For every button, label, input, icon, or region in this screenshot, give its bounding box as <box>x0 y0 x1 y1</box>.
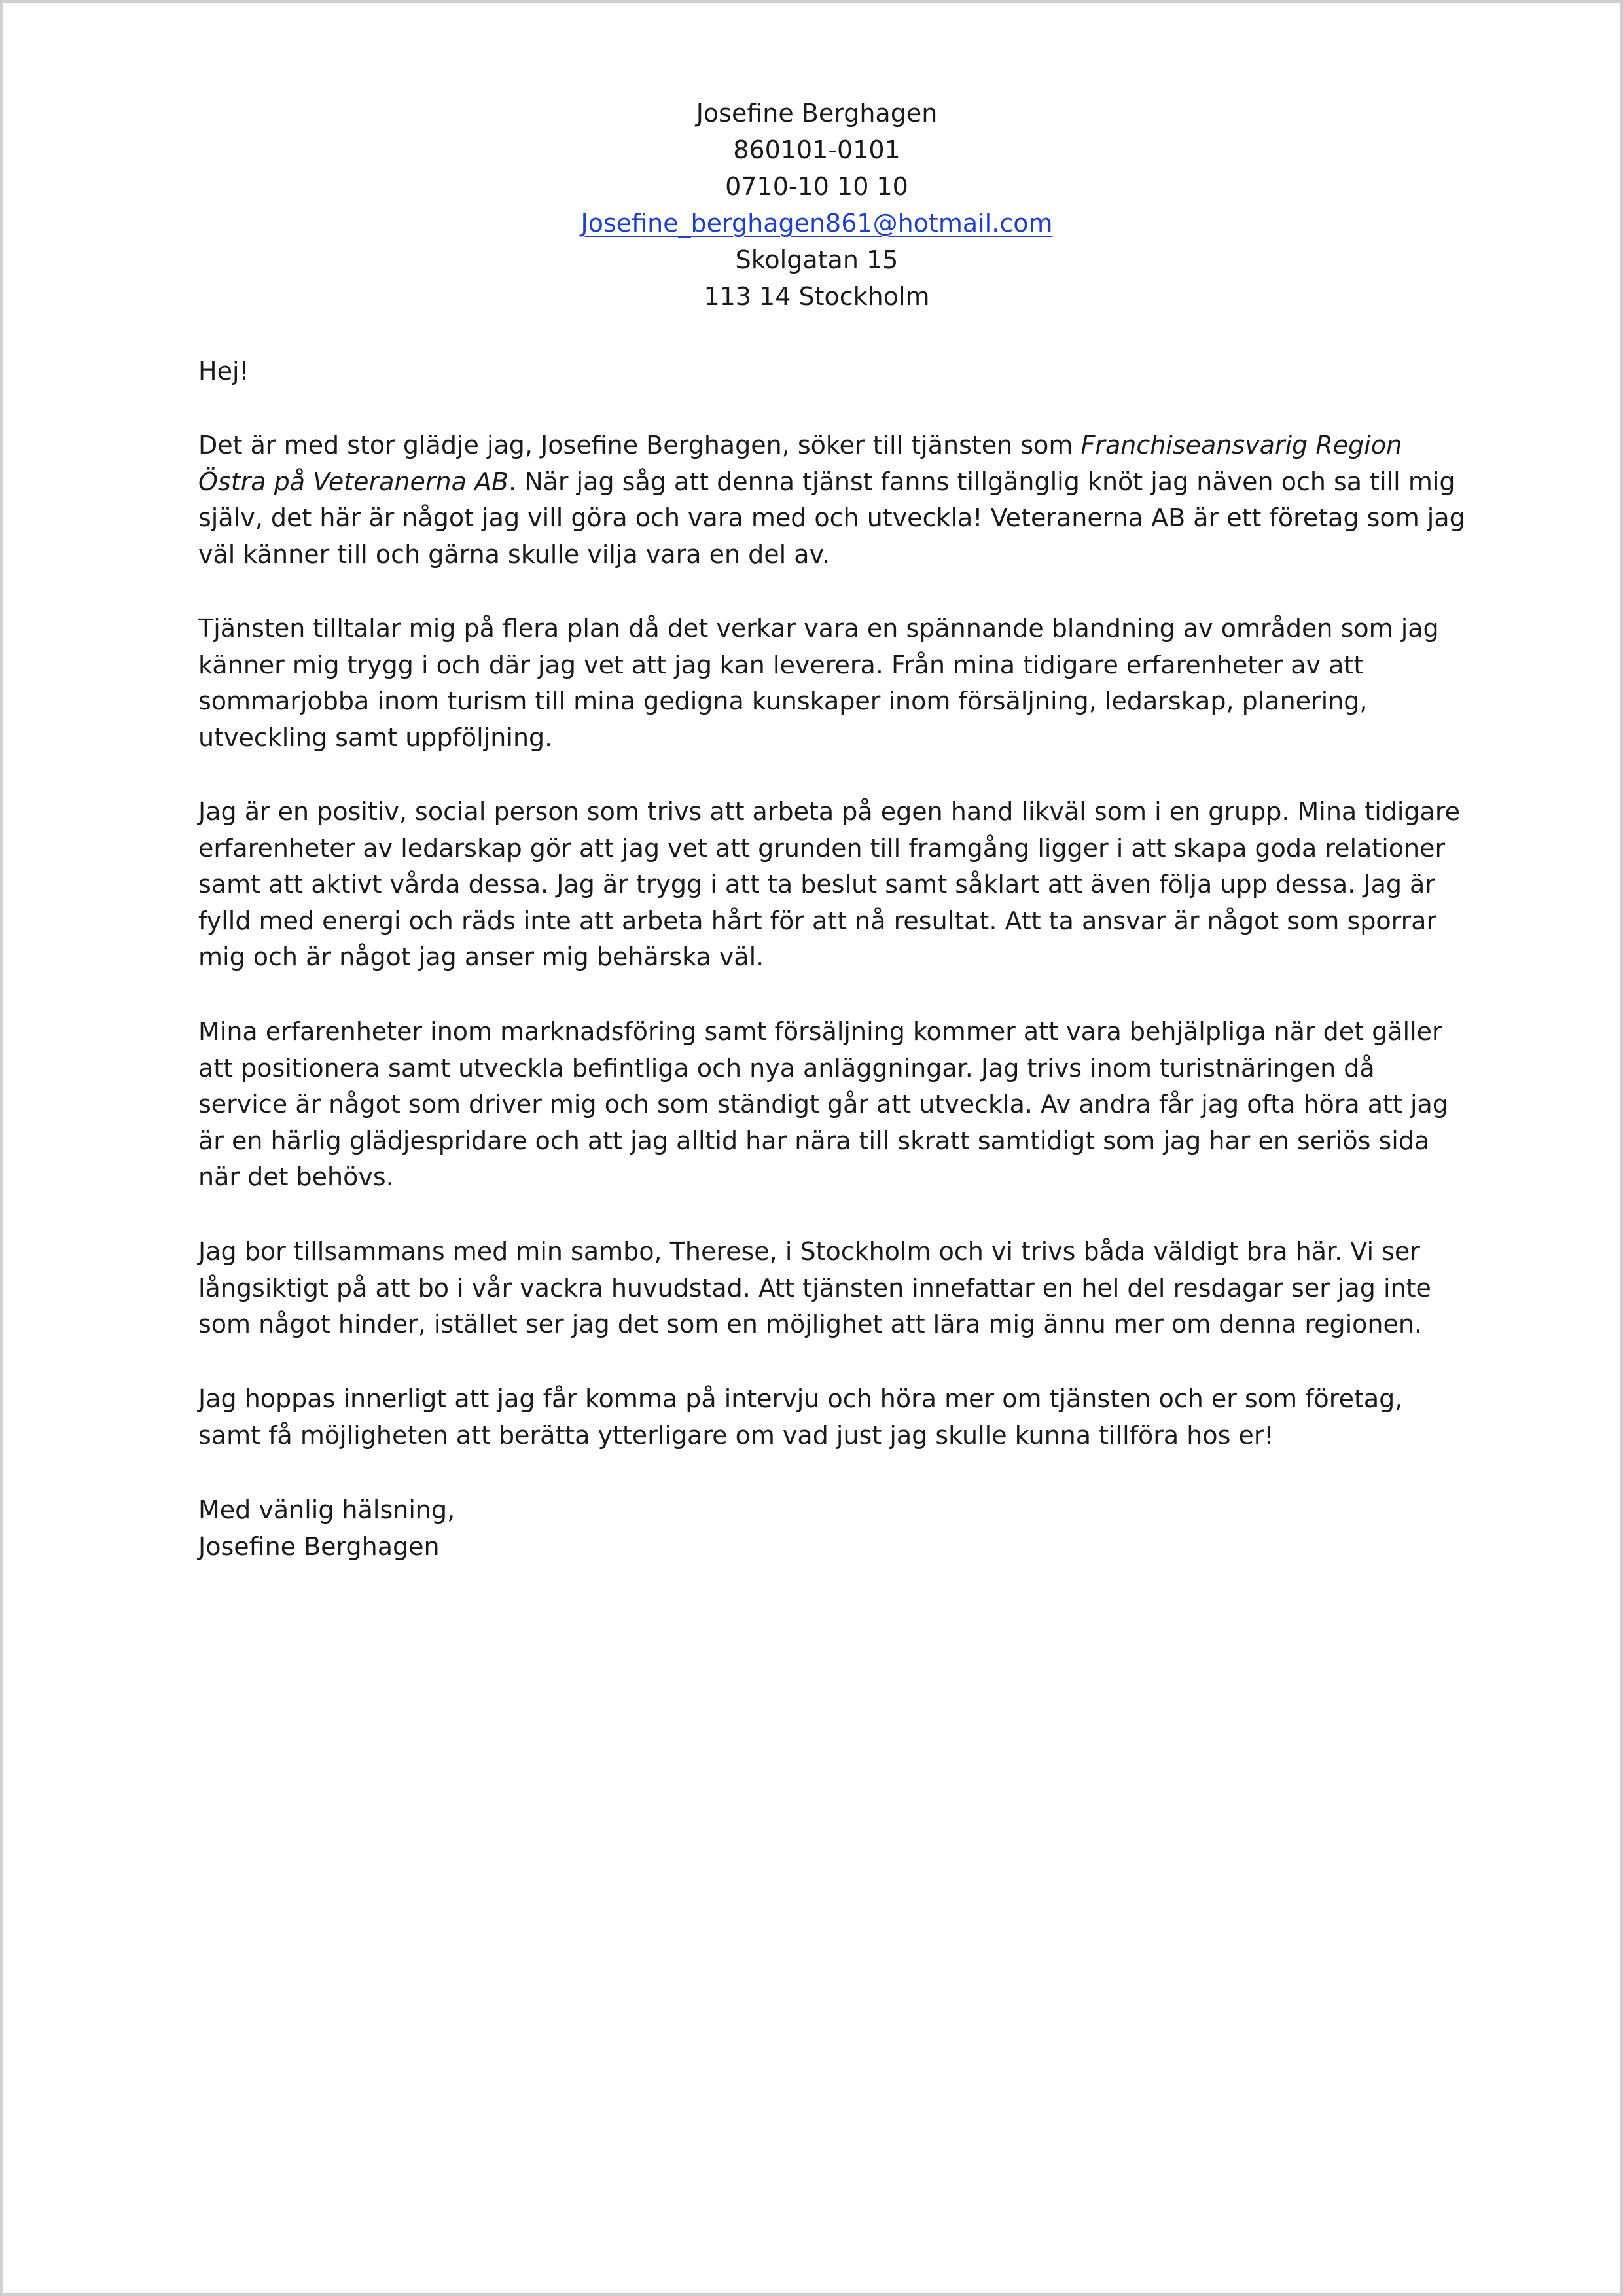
paragraph-line: väl känner till och gärna skulle vilja vara en del av. <box>198 539 830 569</box>
paragraph-experience <box>198 1014 1448 1196</box>
paragraph-line: långsiktigt på att bo i vår vackra huvudstad. Att tjänsten innefattar en hel del resdagar ser jag inte <box>198 1273 1431 1302</box>
paragraph-line: mig och är något jag anser mig behärska väl. <box>198 942 764 972</box>
paragraph-line: samt att aktivt vårda dessa. Jag är trygg i att ta beslut samt såklart att även följa upp dessa. Jag är <box>198 870 1435 899</box>
paragraph-line: Tjänsten tilltalar mig på flera plan då det verkar vara en spännande blandning av områden som jag <box>198 614 1439 643</box>
paragraph-motivation <box>198 611 1439 756</box>
paragraph-line: att positionera samt utveckla befintliga och nya anläggningar. Jag trivs inom turistnäringen då <box>198 1053 1375 1083</box>
paragraph-line: fylld med energi och räds inte att arbeta hårt för att nå resultat. Att ta ansvar är något som sporrar <box>198 906 1437 935</box>
paragraph-line: samt få möjligheten att berätta ytterligare om vad just jag skulle kunna tillföra hos er! <box>198 1420 1274 1450</box>
salutation: Med vänlig hälsning, <box>198 1496 455 1524</box>
paragraph-line: Mina erfarenheter inom marknadsföring samt försäljning kommer att vara behjälpliga när det gäller <box>198 1017 1442 1046</box>
paragraph-line: känner mig trygg i och där jag vet att jag kan leverera. Från mina tidigare erfarenheter av att <box>198 650 1364 679</box>
letter-page <box>198 95 1465 1561</box>
paragraph-line: service är något som driver mig och som ständigt går att utveckla. Av andra får jag ofta höra att jag <box>198 1090 1448 1119</box>
paragraph-line: Östra på Veteranerna AB. När jag såg att denna tjänst fanns tillgänglig knöt jag näven och sa till mig <box>198 467 1455 496</box>
paragraph-living <box>198 1234 1431 1343</box>
paragraph-line: när det behövs. <box>198 1162 394 1192</box>
personal-number: 860101-0101 <box>733 135 901 164</box>
greeting: Hej! <box>198 357 249 386</box>
company-italic: Östra på Veteranerna AB <box>198 467 509 496</box>
paragraph-line: själv, det här är något jag vill göra och vara med och utveckla! Veteranerna AB är ett företag som jag <box>198 503 1465 533</box>
letter-closing <box>198 1492 455 1565</box>
paragraph-line: är en härlig glädjespridare och att jag alltid har nära till skratt samtidigt som jag har en seriös sida <box>198 1126 1430 1155</box>
phone-number: 0710-10 10 10 <box>725 172 908 201</box>
paragraph-line: sommarjobba inom turism till mina gedigna kunskaper inom försäljning, ledarskap, planering, <box>198 687 1368 716</box>
paragraph-line: utveckling samt uppföljning. <box>198 723 553 752</box>
paragraph-line: Jag hoppas innerligt att jag får komma på intervju och höra mer om tjänsten och er som företag, <box>198 1384 1403 1413</box>
sender-name: Josefine Berghagen <box>696 99 938 128</box>
paragraph-line: Jag är en positiv, social person som trivs att arbeta på egen hand likväl som i en grupp. Mina tidigare <box>198 797 1460 826</box>
paragraph-line: Det är med stor glädje jag, Josefine Berghagen, söker till tjänsten som Franchiseansvarig Region <box>198 431 1402 459</box>
paragraph-intro <box>198 427 1465 573</box>
paragraph-personality <box>198 794 1460 976</box>
email-link[interactable]: Josefine_berghagen861@hotmail.com <box>580 209 1053 238</box>
paragraph-line: erfarenheter av ledarskap gör att jag vet att grunden till framgång ligger i att skapa goda relationer <box>198 833 1446 863</box>
signature: Josefine Berghagen <box>198 1532 440 1561</box>
street-address: Skolgatan 15 <box>735 245 899 274</box>
paragraph-line: som något hinder, istället ser jag det som en möjlighet att lära mig ännu mer om denna regionen. <box>198 1310 1423 1339</box>
paragraph-line: Jag bor tillsammans med min sambo, Therese, i Stockholm och vi trivs båda väldigt bra här. Vi ser <box>198 1237 1420 1266</box>
paragraph-closing <box>198 1381 1402 1454</box>
letter-header <box>192 95 1442 315</box>
postal-address: 113 14 Stockholm <box>704 282 930 311</box>
job-title-italic: Franchiseansvarig Region <box>1080 431 1402 459</box>
